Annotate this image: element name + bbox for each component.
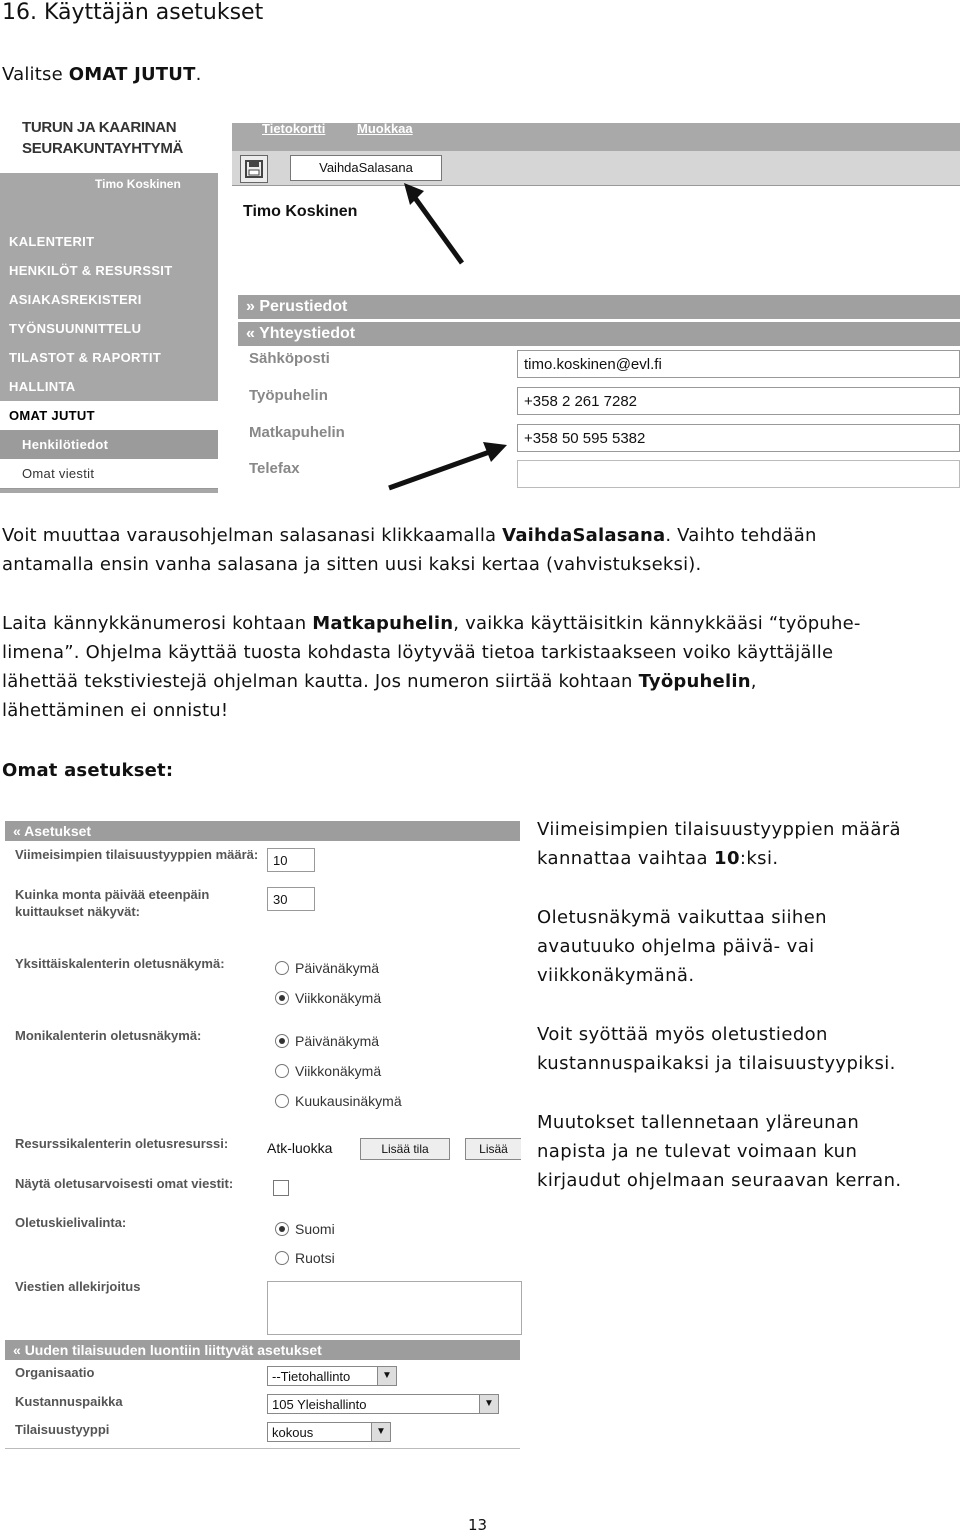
radio-single-week[interactable]: Viikkonäkymä (275, 990, 381, 1006)
radio-multi-day[interactable]: Päivänäkymä (275, 1033, 379, 1049)
nav-item-kalenterit[interactable]: KALENTERIT (9, 234, 95, 249)
note-defaults: Voit syöttää myös oletustiedon kustannuspaikaksi ja tilaisuustyypiksi. (537, 1024, 896, 1074)
resource-value: Atk-luokka (267, 1140, 333, 1156)
label-work-phone: Työpuhelin (249, 387, 328, 404)
nav-item-henkilot[interactable]: HENKILÖT & RESURSSIT (9, 263, 173, 278)
save-icon[interactable] (240, 155, 268, 183)
divider (5, 1448, 520, 1449)
organisation-select[interactable]: --Tietohallinto ▼ (267, 1366, 397, 1386)
event-type-select[interactable]: kokous ▼ (267, 1422, 391, 1442)
label-default-language: Oletuskielivalinta: (15, 1215, 127, 1230)
intro-text: Valitse OMAT JUTUT. (2, 64, 202, 85)
section-yhteystiedot[interactable]: « Yhteystiedot (238, 322, 960, 346)
label-multi-calendar: Monikalenterin oletusnäkymä: (15, 1028, 202, 1043)
paragraph-password: Voit muuttaa varausohjelman salasanasi klikkaamalla VaihdaSalasana. Vaihto tehdään antamalla ensin vanha salasana ja sitten uusi kaksi kertaa (vahvistukseksi). (2, 525, 817, 575)
label-event-type: Tilaisuustyyppi (15, 1422, 110, 1437)
cost-center-select[interactable]: 105 Yleishallinto ▼ (267, 1394, 499, 1414)
nav-item-tyonsuunnittelu[interactable]: TYÖNSUUNNITTELU (9, 321, 142, 336)
label-fax: Telefax (249, 460, 300, 477)
email-field[interactable]: timo.koskinen@evl.fi (517, 350, 960, 378)
section-perustiedot[interactable]: » Perustiedot (238, 295, 960, 319)
show-own-messages-checkbox[interactable] (273, 1180, 289, 1196)
sidebar-nav (0, 227, 218, 489)
note-recent: Viimeisimpien tilaisuustyyppien määrä kannattaa vaihtaa 10:ksi. (537, 819, 901, 869)
nav-item-hallinta[interactable]: HALLINTA (9, 379, 76, 394)
chevron-down-icon: ▼ (371, 1423, 390, 1441)
chevron-down-icon: ▼ (377, 1367, 396, 1385)
label-email: Sähköposti (249, 350, 330, 367)
radio-lang-ruotsi[interactable]: Ruotsi (275, 1250, 335, 1266)
page-number: 13 (468, 1516, 488, 1534)
label-resource-calendar: Resurssikalenterin oletusresurssi: (15, 1136, 229, 1151)
label-cost-center: Kustannuspaikka (15, 1394, 123, 1409)
label-organisation: Organisaatio (15, 1365, 95, 1380)
top-bar (232, 123, 960, 151)
nav-item-omat-jutut[interactable]: OMAT JUTUT (0, 401, 218, 430)
sidebar-user-name: Timo Koskinen (95, 177, 181, 191)
label-recent-types: Viimeisimpien tilaisuustyyppien määrä: (15, 847, 259, 862)
label-days-ahead: Kuinka monta päivää eteenpäin kuittaukset näkyvät: (15, 887, 210, 919)
arrow-annotation-icon (400, 183, 470, 267)
nav-item-henkilotiedot[interactable]: Henkilötiedot (0, 430, 218, 459)
person-name: Timo Koskinen (243, 203, 358, 220)
label-show-own-messages: Näytä oletusarvoisesti omat viestit: (15, 1176, 234, 1191)
days-ahead-input[interactable]: 30 (267, 887, 315, 911)
settings-heading: Omat asetukset: (2, 760, 174, 781)
fax-field[interactable] (517, 460, 960, 488)
signature-textarea[interactable] (267, 1281, 522, 1335)
radio-single-day[interactable]: Päivänäkymä (275, 960, 379, 976)
nav-item-omat-viestit[interactable]: Omat viestit (0, 459, 218, 489)
note-save: Muutokset tallennetaan yläreunan napista ja ne tulevat voimaan kun kirjaudut ohjelmaan seuraavan kerran. (537, 1112, 902, 1191)
mobile-phone-field[interactable]: +358 50 595 5382 (517, 424, 960, 452)
radio-multi-month[interactable]: Kuukausinäkymä (275, 1093, 402, 1109)
label-signature: Viestien allekirjoitus (15, 1279, 141, 1294)
logo: TURUN JA KAARINAN SEURAKUNTAYHTYMÄ (22, 119, 184, 157)
nav-item-asiakasrekisteri[interactable]: ASIAKASREKISTERI (9, 292, 142, 307)
note-default-view: Oletusnäkymä vaikuttaa siihen avautuuko ohjelma päivä- vai viikkonäkymänä. (537, 907, 827, 986)
tab-tietokortti[interactable]: Tietokortti (262, 121, 326, 136)
label-mobile-phone: Matkapuhelin (249, 424, 345, 441)
paragraph-mobile: Laita kännykkänumerosi kohtaan Matkapuhelin, vaikka käyttäisitkin kännykkääsi “työpuhe- limena”. Ohjelma käyttää tuosta kohdasta löytyvää tietoa tarkistaakseen voiko käyttäjälle lähettää tekstiviestejä ohjelman kautta. Jos numeron siirtää kohtaan Työpuhelin, lähettäminen ei onnistu! (2, 613, 861, 721)
radio-lang-suomi[interactable]: Suomi (275, 1221, 335, 1237)
profile-screenshot (0, 115, 960, 493)
work-phone-field[interactable]: +358 2 261 7282 (517, 387, 960, 415)
tab-muokkaa[interactable]: Muokkaa (357, 121, 413, 136)
chevron-down-icon: ▼ (479, 1395, 498, 1413)
section-asetukset[interactable]: « Asetukset (5, 821, 520, 841)
nav-item-tilastot[interactable]: TILASTOT & RAPORTIT (9, 350, 162, 365)
add-button[interactable]: Lisää (465, 1138, 521, 1160)
label-single-calendar: Yksittäiskalenterin oletusnäkymä: (15, 956, 225, 971)
section-new-event-settings[interactable]: « Uuden tilaisuuden luontiin liittyvät asetukset (5, 1340, 520, 1360)
add-room-button[interactable]: Lisää tila (360, 1138, 450, 1160)
settings-screenshot (5, 818, 520, 1450)
page-heading: 16. Käyttäjän asetukset (2, 0, 264, 25)
arrow-annotation-icon (385, 440, 510, 493)
change-password-button[interactable]: VaihdaSalasana (290, 155, 442, 181)
radio-multi-week[interactable]: Viikkonäkymä (275, 1063, 381, 1079)
recent-types-input[interactable]: 10 (267, 848, 315, 872)
